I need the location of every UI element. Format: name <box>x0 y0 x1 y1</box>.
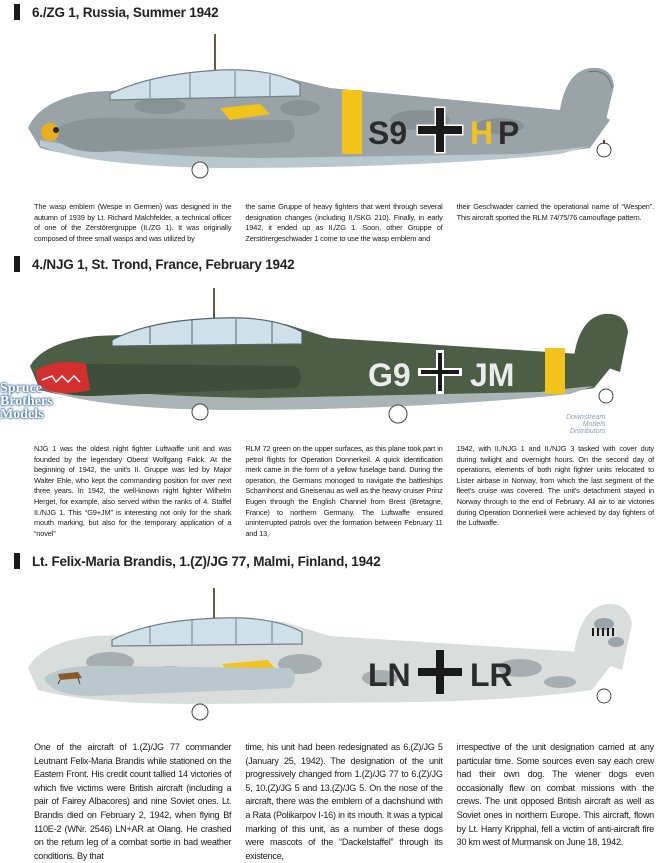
section-header-njg1 <box>14 256 294 272</box>
svg-text:LR: LR <box>470 657 513 693</box>
svg-text:H: H <box>470 115 494 151</box>
svg-text:P: P <box>498 115 520 151</box>
text-column: One of the aircraft of 1.(Z)/JG 77 commander Leutnant Felix-Maria Brandis while stationed on the Eastern Front. His credit count tallied 14 victories of which five victims were British aircraft (including a pair of Fairey Albacores) and nine Soviet ones. Lt. Brandis died on February 2, 1942, when flying Bf 110E-2 (WNr. 2546) LN+AR at Olang. He crashed on the return leg of a combat sortie in bad weather conditions. By that <box>34 742 232 861</box>
text-column: NJG 1 was the oldest night fighter Luftwaffe unit and was founded by the legendary Oberst Wolfgang Falck. At the beginning of 1942, the unit's II. Gruppe was led by Major Walter Ehle, who kept the commanding position for over next three years. In 1942, the well-known night fighter Wilhelm Herget, for example, also served within the ranks of 4. Staffel II./NJG 1. This “G9+JM” is interesting not only for the shark mouth marking, but also for the temporary application of a “novel” <box>34 444 232 538</box>
text-column: time, his unit had been redesignated as 6.(Z)/JG 5 (January 25, 1942). The designation of the unit progressively changed from 1.(Z)/JG 77 to 6.(Z)/JG 5, 10.(Z)/JG 5 and 13.(Z)/JG 5. On the nose of the aircraft, there was the emblem of a dachshund with a Rata (Polikarpov I-16) in its mouth. It was a typical marking of this unit, as a number of these dogs were mascots of the “Dackelstaffel” through its existence, <box>245 742 443 861</box>
watermark-line: Models <box>0 407 44 422</box>
text-column: RLM 72 green on the upper surfaces, as this plane took part in petrol flights for Operation Donnerkeil. A quick identification merk came in the form of a yellow fuselage band. During the operation, the Germans monoged to navigate the battleships Scharnhorst and Gneisenau as well as the heavy cruiser Prinz Eugen through the English Channel from Brest (Bretagne, France) to northern Germany. The Luftwaffe ensured uninterrupted patrols over the formation between February 11 and 13, <box>245 444 443 538</box>
watermark-line: Spruce <box>0 381 42 396</box>
section-header-jg77 <box>14 553 381 569</box>
section-marker <box>14 256 20 272</box>
text-columns-zg1 <box>34 202 654 244</box>
watermark-line: Downstream <box>566 414 606 421</box>
text-column: the same Gruppe of heavy fighters that went through several designation changes (including II./SKG 210). Finally, in early 1942, it ended up as II./ZG 1. Soon, other Gruppe of Zerstörergeschwader 1 come to use the wasp emblem and <box>245 202 443 243</box>
svg-text:G9: G9 <box>368 357 411 393</box>
section-marker <box>14 4 20 20</box>
watermark-spruce-brothers <box>0 382 86 430</box>
text-column: irrespective of the unit designation carried at any particular time. Some sources even say each crew had their own dog. The wiener dogs even occasionally flew on combat missions with the crews. The unit opposed British aircraft as well as Soviet ones in northern Europe. This aircraft, flown by Lt. Harry Kripphal, fell a victim of anti-aircraft fire 30 km west of Murmansk on June 18, 1942. <box>456 742 654 848</box>
section-title: Lt. Felix-Maria Brandis, 1.(Z)/JG 77, Malmi, Finland, 1942 <box>32 553 381 569</box>
watermark-line: Models <box>582 421 606 428</box>
text-columns-njg1 <box>34 444 654 539</box>
watermark-downstream <box>566 414 605 435</box>
section-title: 4./NJG 1, St. Trond, France, February 1942 <box>32 256 295 272</box>
svg-text:LN: LN <box>368 657 411 693</box>
svg-text:S9: S9 <box>368 115 408 151</box>
section-header-zg1 <box>14 4 219 20</box>
section-marker <box>14 553 20 569</box>
watermark-line: Distributors <box>569 428 606 435</box>
section-title: 6./ZG 1, Russia, Summer 1942 <box>32 4 219 20</box>
text-columns-jg77 <box>34 741 654 863</box>
text-column: The wasp emblem (Wespe in Germen) was designed in the autumn of 1939 by Lt. Richard Malchfelder, a technical officer of one of the Zerstörergruppe (II./ZG 1). It was originally composed of three small wasps and was utilized by <box>34 202 232 243</box>
watermark-line: Brothers <box>0 394 53 409</box>
aircraft-profile-lnlr <box>0 578 669 738</box>
text-column: 1942, with II./NJG 1 and II./NJG 3 tasked with cover duty during twilight and overnight hours. On the second day of operations, elements of both night fighter units relocated to Lister airbase in Norway, from which the last segment of the fleet's cruise was covered. The unit's detachment stayed in Norway through to the end of February. All air to air victories during Operation Donnerkeil were achieved by day fighters of the Luftwaffe. <box>456 444 654 528</box>
text-column: their Geschwader carried the operational name of “Wespen”. This aircraft sported the RLM 74/75/76 camouflage pattern. <box>456 202 654 222</box>
svg-text:JM: JM <box>470 357 515 393</box>
aircraft-profile-s9hp <box>0 28 669 188</box>
